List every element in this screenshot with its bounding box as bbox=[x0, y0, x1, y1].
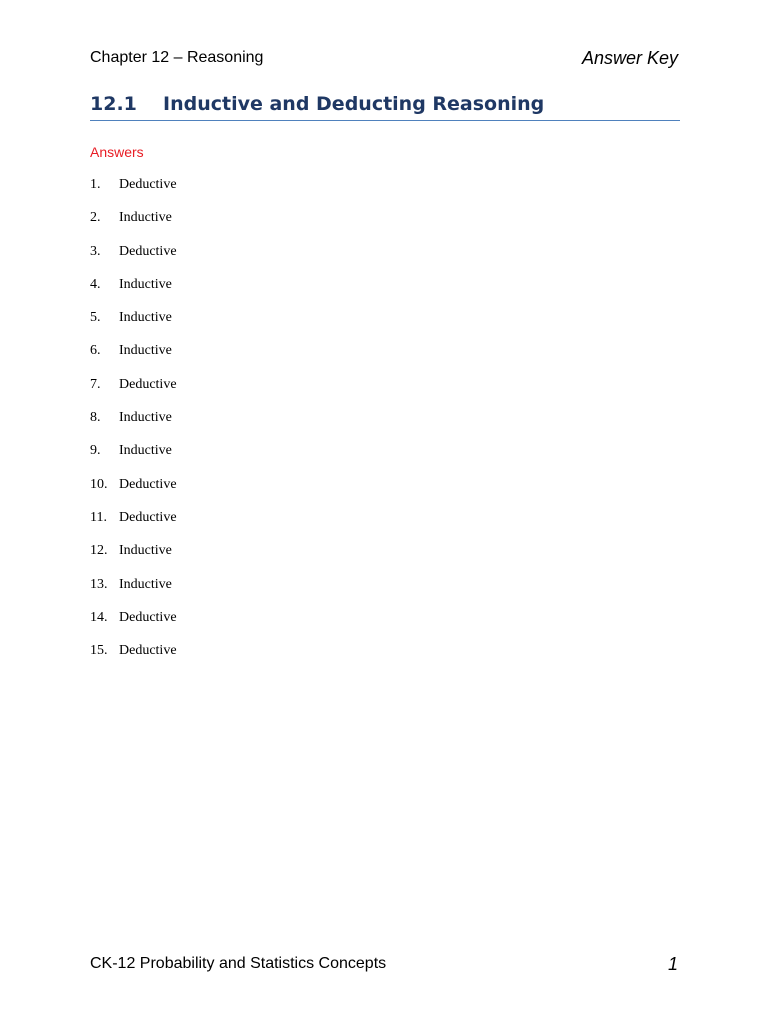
answer-text: Inductive bbox=[119, 276, 172, 292]
answer-number: 12. bbox=[90, 543, 108, 559]
book-title-footer: CK-12 Probability and Statistics Concepts bbox=[90, 955, 387, 972]
answer-item bbox=[90, 176, 177, 209]
section-heading bbox=[90, 93, 680, 121]
answer-number: 7. bbox=[90, 376, 101, 392]
answer-number: 10. bbox=[90, 476, 108, 492]
answer-text: Deductive bbox=[119, 643, 177, 659]
answer-number: 3. bbox=[90, 243, 101, 259]
answer-item bbox=[90, 376, 177, 409]
answer-item bbox=[90, 576, 177, 609]
answer-text: Inductive bbox=[119, 343, 172, 359]
answer-item bbox=[90, 509, 177, 542]
answer-text: Deductive bbox=[119, 509, 177, 525]
answer-item bbox=[90, 342, 177, 375]
answer-number: 11. bbox=[90, 509, 107, 525]
answer-number: 9. bbox=[90, 443, 101, 459]
answer-text: Inductive bbox=[119, 543, 172, 559]
answer-text: Deductive bbox=[119, 177, 177, 192]
answer-item bbox=[90, 209, 177, 242]
answer-item bbox=[90, 276, 177, 309]
answer-text: Deductive bbox=[119, 243, 177, 259]
answer-number: 14. bbox=[90, 609, 108, 625]
answer-item bbox=[90, 243, 177, 276]
answer-item bbox=[90, 476, 177, 509]
answer-item bbox=[90, 409, 177, 442]
answer-text: Deductive bbox=[119, 476, 177, 492]
answer-item bbox=[90, 309, 177, 342]
page-number: 1 bbox=[667, 954, 678, 974]
answers-label: Answers bbox=[90, 144, 144, 160]
answer-number: 6. bbox=[90, 343, 101, 359]
answer-item bbox=[90, 642, 177, 675]
section-title: Inductive and Deducting Reasoning bbox=[163, 93, 545, 115]
section-number: 12.1 bbox=[90, 93, 137, 115]
answer-text: Inductive bbox=[119, 410, 172, 426]
answer-number: 2. bbox=[90, 210, 101, 226]
answer-text: Inductive bbox=[119, 576, 172, 592]
answer-text: Inductive bbox=[119, 310, 172, 326]
answer-number: 8. bbox=[90, 410, 101, 426]
answer-key-label: Answer Key bbox=[581, 48, 678, 68]
answer-number: 4. bbox=[90, 276, 101, 292]
answer-list bbox=[90, 176, 177, 675]
answer-number: 1. bbox=[90, 177, 101, 192]
answer-text: Deductive bbox=[119, 376, 177, 392]
answer-number: 5. bbox=[90, 310, 101, 326]
answer-item bbox=[90, 542, 177, 575]
answer-number: 15. bbox=[90, 643, 108, 659]
answer-item bbox=[90, 609, 177, 642]
answer-text: Deductive bbox=[119, 609, 177, 625]
answer-item bbox=[90, 442, 177, 475]
answer-text: Inductive bbox=[119, 210, 172, 226]
chapter-header: Chapter 12 – Reasoning bbox=[90, 49, 264, 66]
answer-number: 13. bbox=[90, 576, 108, 592]
answer-text: Inductive bbox=[119, 443, 172, 459]
